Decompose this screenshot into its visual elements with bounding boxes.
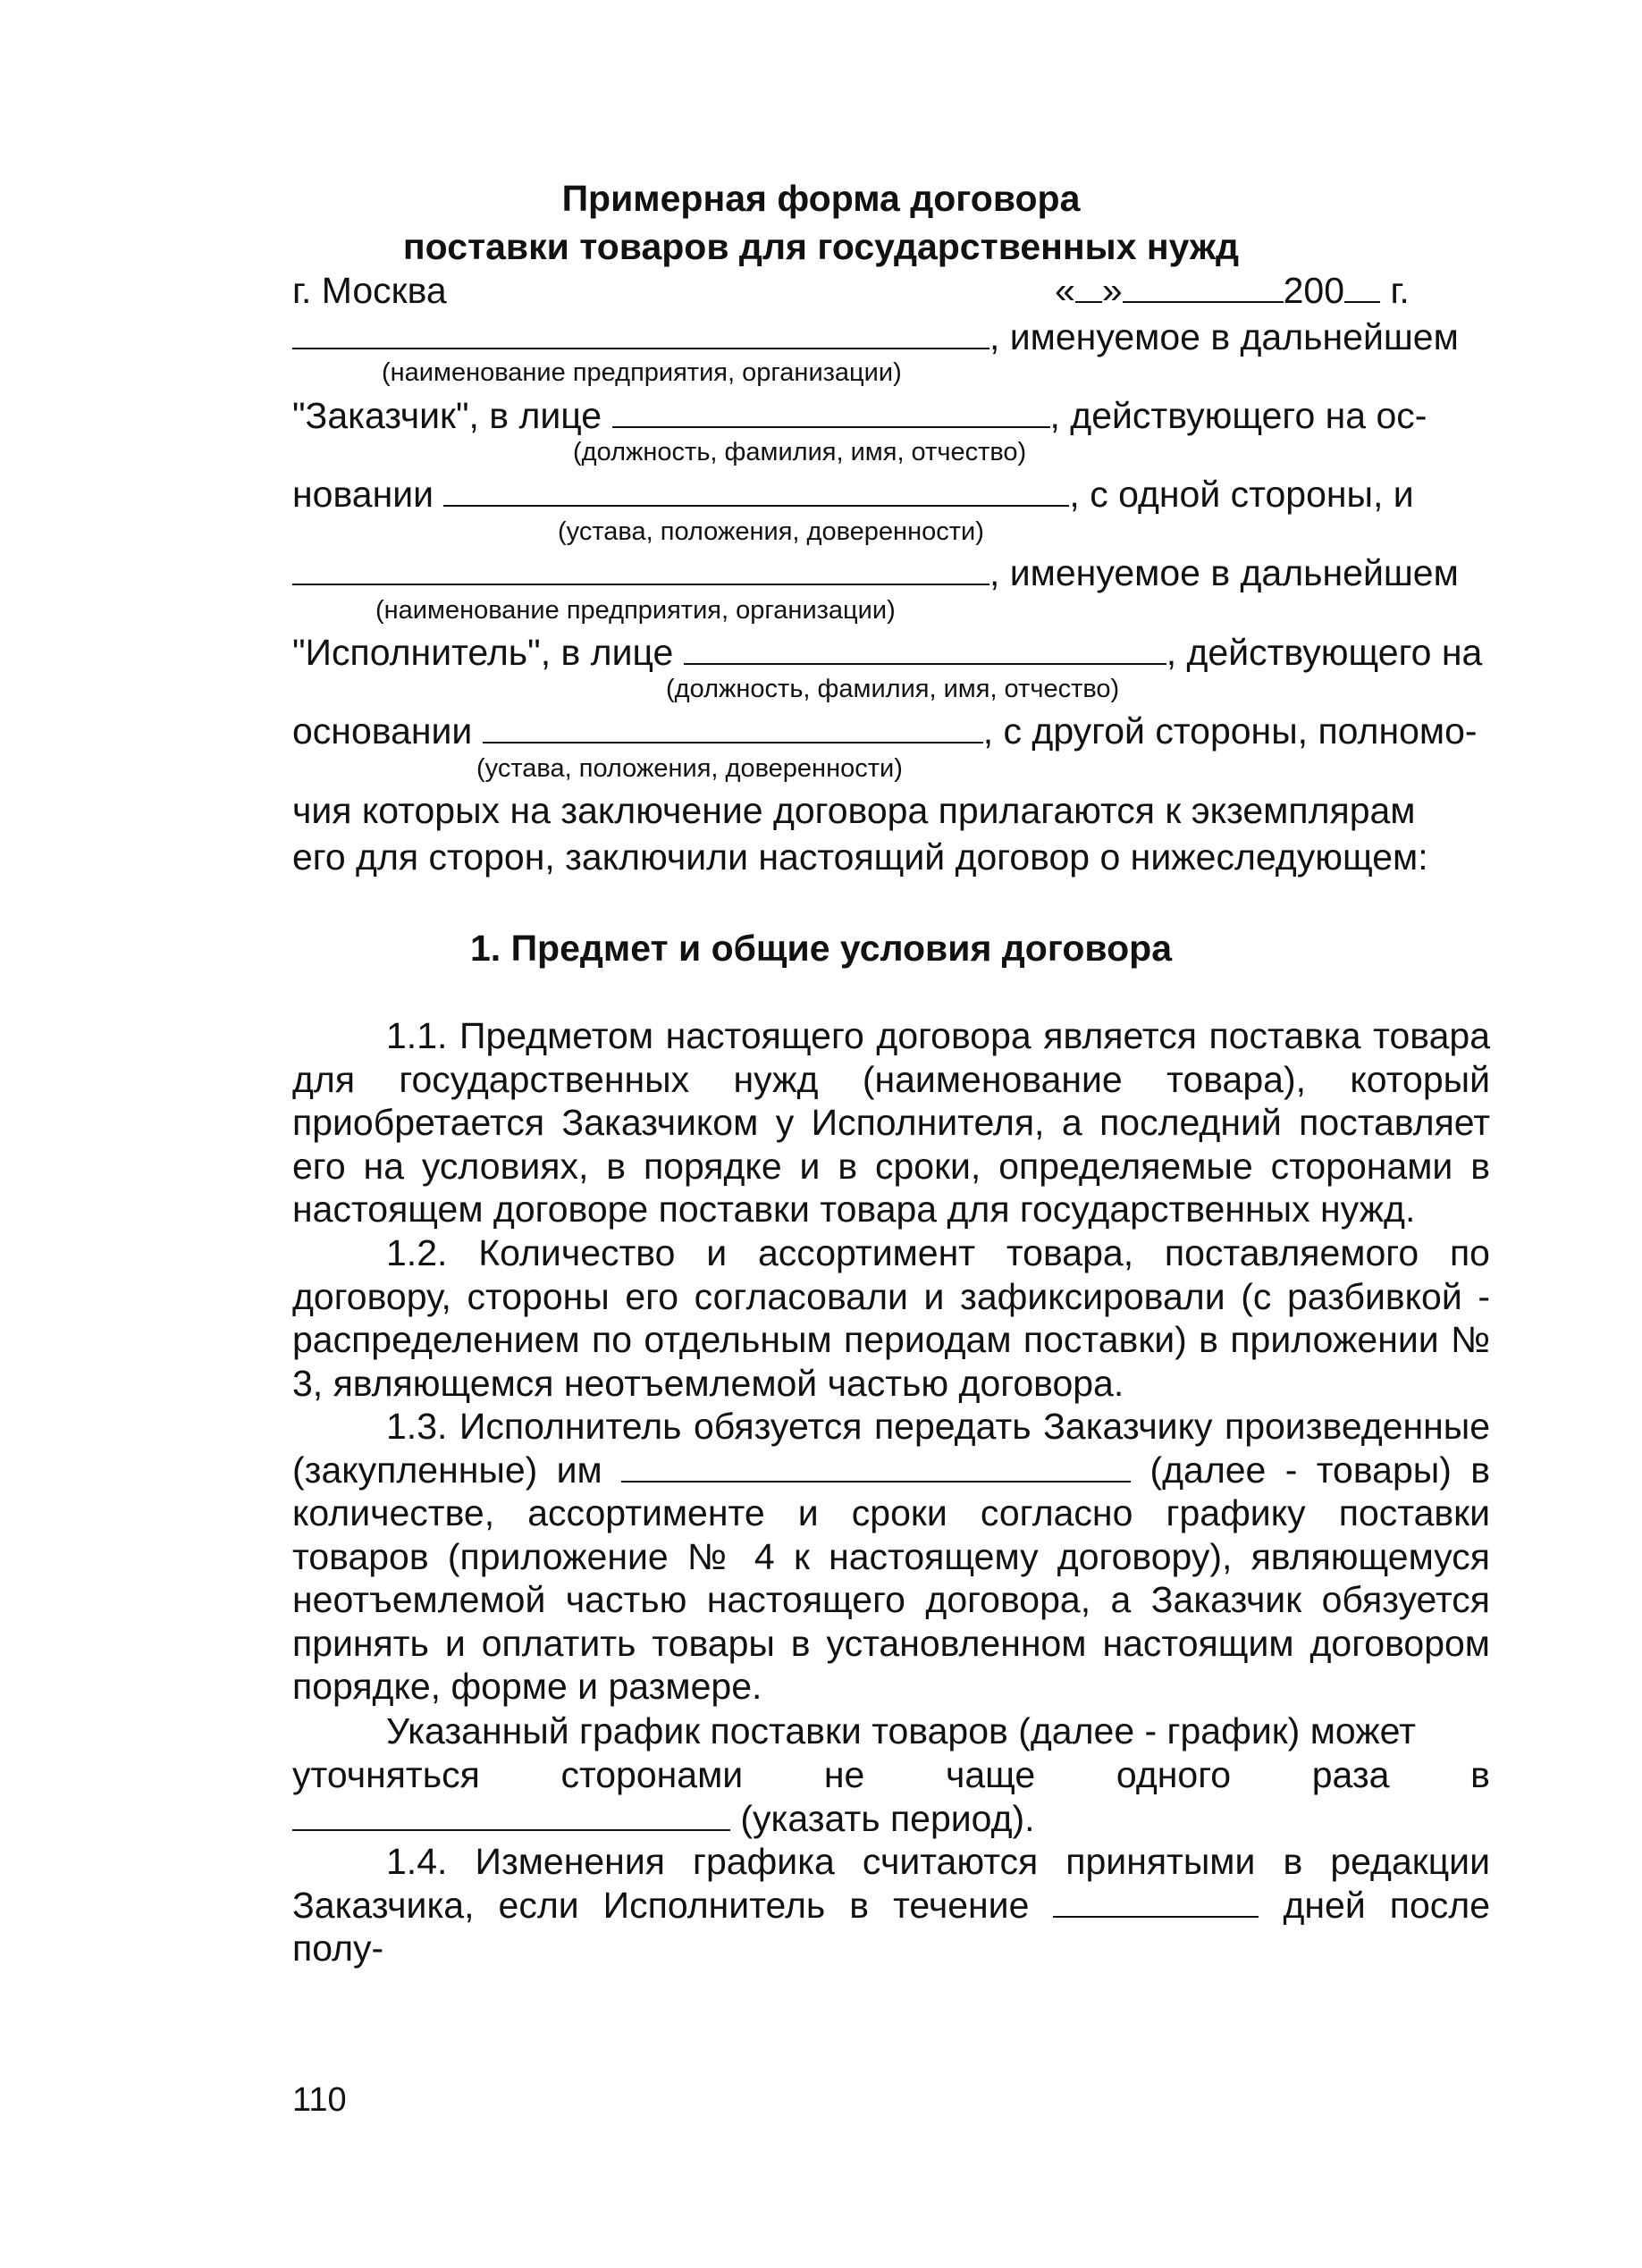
date-day-blank [1075, 271, 1102, 303]
customer-basis-hint: (устава, положения, доверенности) [558, 517, 984, 546]
schedule-word-4: чаще [946, 1754, 1036, 1795]
page-number: 110 [292, 2081, 347, 2119]
schedule-word-2: сторонами [560, 1754, 744, 1795]
contractor-representative-line [292, 630, 1482, 675]
contractor-basis-line [292, 709, 1478, 753]
contractor-name-line [292, 550, 1459, 595]
document-title-line-1: Примерная форма договора [561, 178, 1081, 219]
date-line [1055, 268, 1410, 313]
document-title-line-2: поставки товаров для государственных нужд [402, 226, 1240, 267]
customer-person-hint: (должность, фамилия, имя, отчество) [573, 438, 1027, 466]
customer-representative-blank [612, 396, 1050, 428]
date-year-blank [1344, 271, 1380, 303]
date-open-quote: « [1055, 270, 1075, 311]
customer-name-blank [292, 317, 989, 349]
preamble-end-line-2: его для сторон, заключили настоящий договор о нижеследующем: [292, 836, 1428, 878]
date-year-suffix: г. [1390, 270, 1410, 311]
clause-1-3 [292, 1405, 1490, 1709]
schedule-word-6: раза [1311, 1754, 1390, 1795]
goods-description-blank [621, 1450, 1131, 1483]
customer-named-suffix: , именуемое в дальнейшем [989, 316, 1459, 357]
contractor-name-blank [292, 553, 989, 585]
clause-1-2 [292, 1231, 1490, 1405]
clause-1-4-text-a: 1.4. Изменения графика считаются принятыми в редакции Заказчика, если Исполнитель в течение [292, 1841, 1490, 1926]
contractor-basis-suffix: , с другой стороны, полномо- [982, 710, 1478, 752]
date-month-blank [1123, 271, 1284, 303]
contractor-basis-prefix: основании [292, 710, 473, 752]
schedule-line-1: Указанный график поставки товаров (далее - график) может [386, 1710, 1416, 1751]
customer-role: "Заказчик", в лице [292, 395, 602, 436]
customer-basis-prefix: новании [292, 474, 434, 515]
clause-1-1 [292, 1014, 1490, 1231]
preamble-end-text-1: чия которых на заключение договора прилагаются к экземплярам [292, 790, 1416, 831]
clause-1-4-text-b: дней после полу- [292, 1884, 1490, 1969]
customer-acting: , действующего на ос- [1049, 395, 1427, 436]
schedule-line-3 [292, 1796, 1035, 1841]
contractor-basis-blank [483, 711, 983, 743]
schedule-line-2 [292, 1752, 1490, 1797]
schedule-word-5: одного [1116, 1754, 1232, 1795]
contractor-name-hint: (наименование предприятия, организации) [375, 596, 896, 625]
schedule-word-1: уточняться [292, 1754, 480, 1795]
schedule-word-7: в [1470, 1754, 1490, 1795]
preamble-end-line-1 [292, 788, 1490, 833]
schedule-word-3: не [823, 1754, 865, 1795]
contractor-named-suffix: , именуемое в дальнейшем [989, 552, 1459, 593]
section-1-heading: 1. Предмет и общие условия договора [469, 928, 1172, 969]
customer-name-line [292, 315, 1459, 359]
schedule-period: (указать период). [740, 1798, 1035, 1839]
city: г. Москва [292, 270, 447, 311]
clause-1-2-text: 1.2. Количество и ассортимент товара, поставляемого по договору, стороны его согласовали и зафиксировали (с разбивкой - распределением по отдельным периодам поставки) в приложении № 3, являющемся неотъемлемой частью договора. [292, 1232, 1490, 1404]
customer-representative-line [292, 393, 1427, 438]
schedule-period-blank [292, 1799, 730, 1831]
contractor-basis-hint: (устава, положения, доверенности) [476, 754, 903, 783]
contractor-representative-blank [684, 633, 1166, 665]
customer-basis-suffix: , с одной стороны, и [1069, 474, 1414, 515]
contractor-acting: , действующего на [1166, 632, 1483, 673]
clause-1-4 [292, 1840, 1490, 1970]
clause-1-3-text-b: (далее - товары) в количестве, ассортименте и сроки согласно графику поставки товаров (приложение № 4 к настоящему договору), являющемуся неотъемлемой частью настоящего договора, а Заказчик обязуется принять и оплатить товары в установленном настоящим договором порядке, форме и размере. [292, 1449, 1490, 1707]
schedule-paragraph [292, 1709, 1490, 1753]
customer-name-hint: (наименование предприятия, организации) [382, 358, 902, 387]
date-year-prefix: 200 [1283, 270, 1345, 311]
customer-basis-blank [443, 475, 1069, 507]
date-close-quote: » [1101, 270, 1123, 311]
contractor-role: "Исполнитель", в лице [292, 632, 674, 673]
days-blank [1053, 1886, 1259, 1918]
customer-basis-line [292, 472, 1414, 517]
clause-1-3-text-a: 1.3. Исполнитель обязуется передать Заказчику произведенные (закупленные) им [292, 1406, 1490, 1491]
contractor-person-hint: (должность, фамилия, имя, отчество) [666, 675, 1120, 703]
clause-1-1-text: 1.1. Предметом настоящего договора является поставка товара для государственных нужд (наименование товара), который приобретается Заказчиком у Исполнителя, а последний поставляет его на условиях, в порядке и в сроки, определяемые сторонами в настоящем договоре поставки товара для государственных нужд. [292, 1015, 1490, 1230]
